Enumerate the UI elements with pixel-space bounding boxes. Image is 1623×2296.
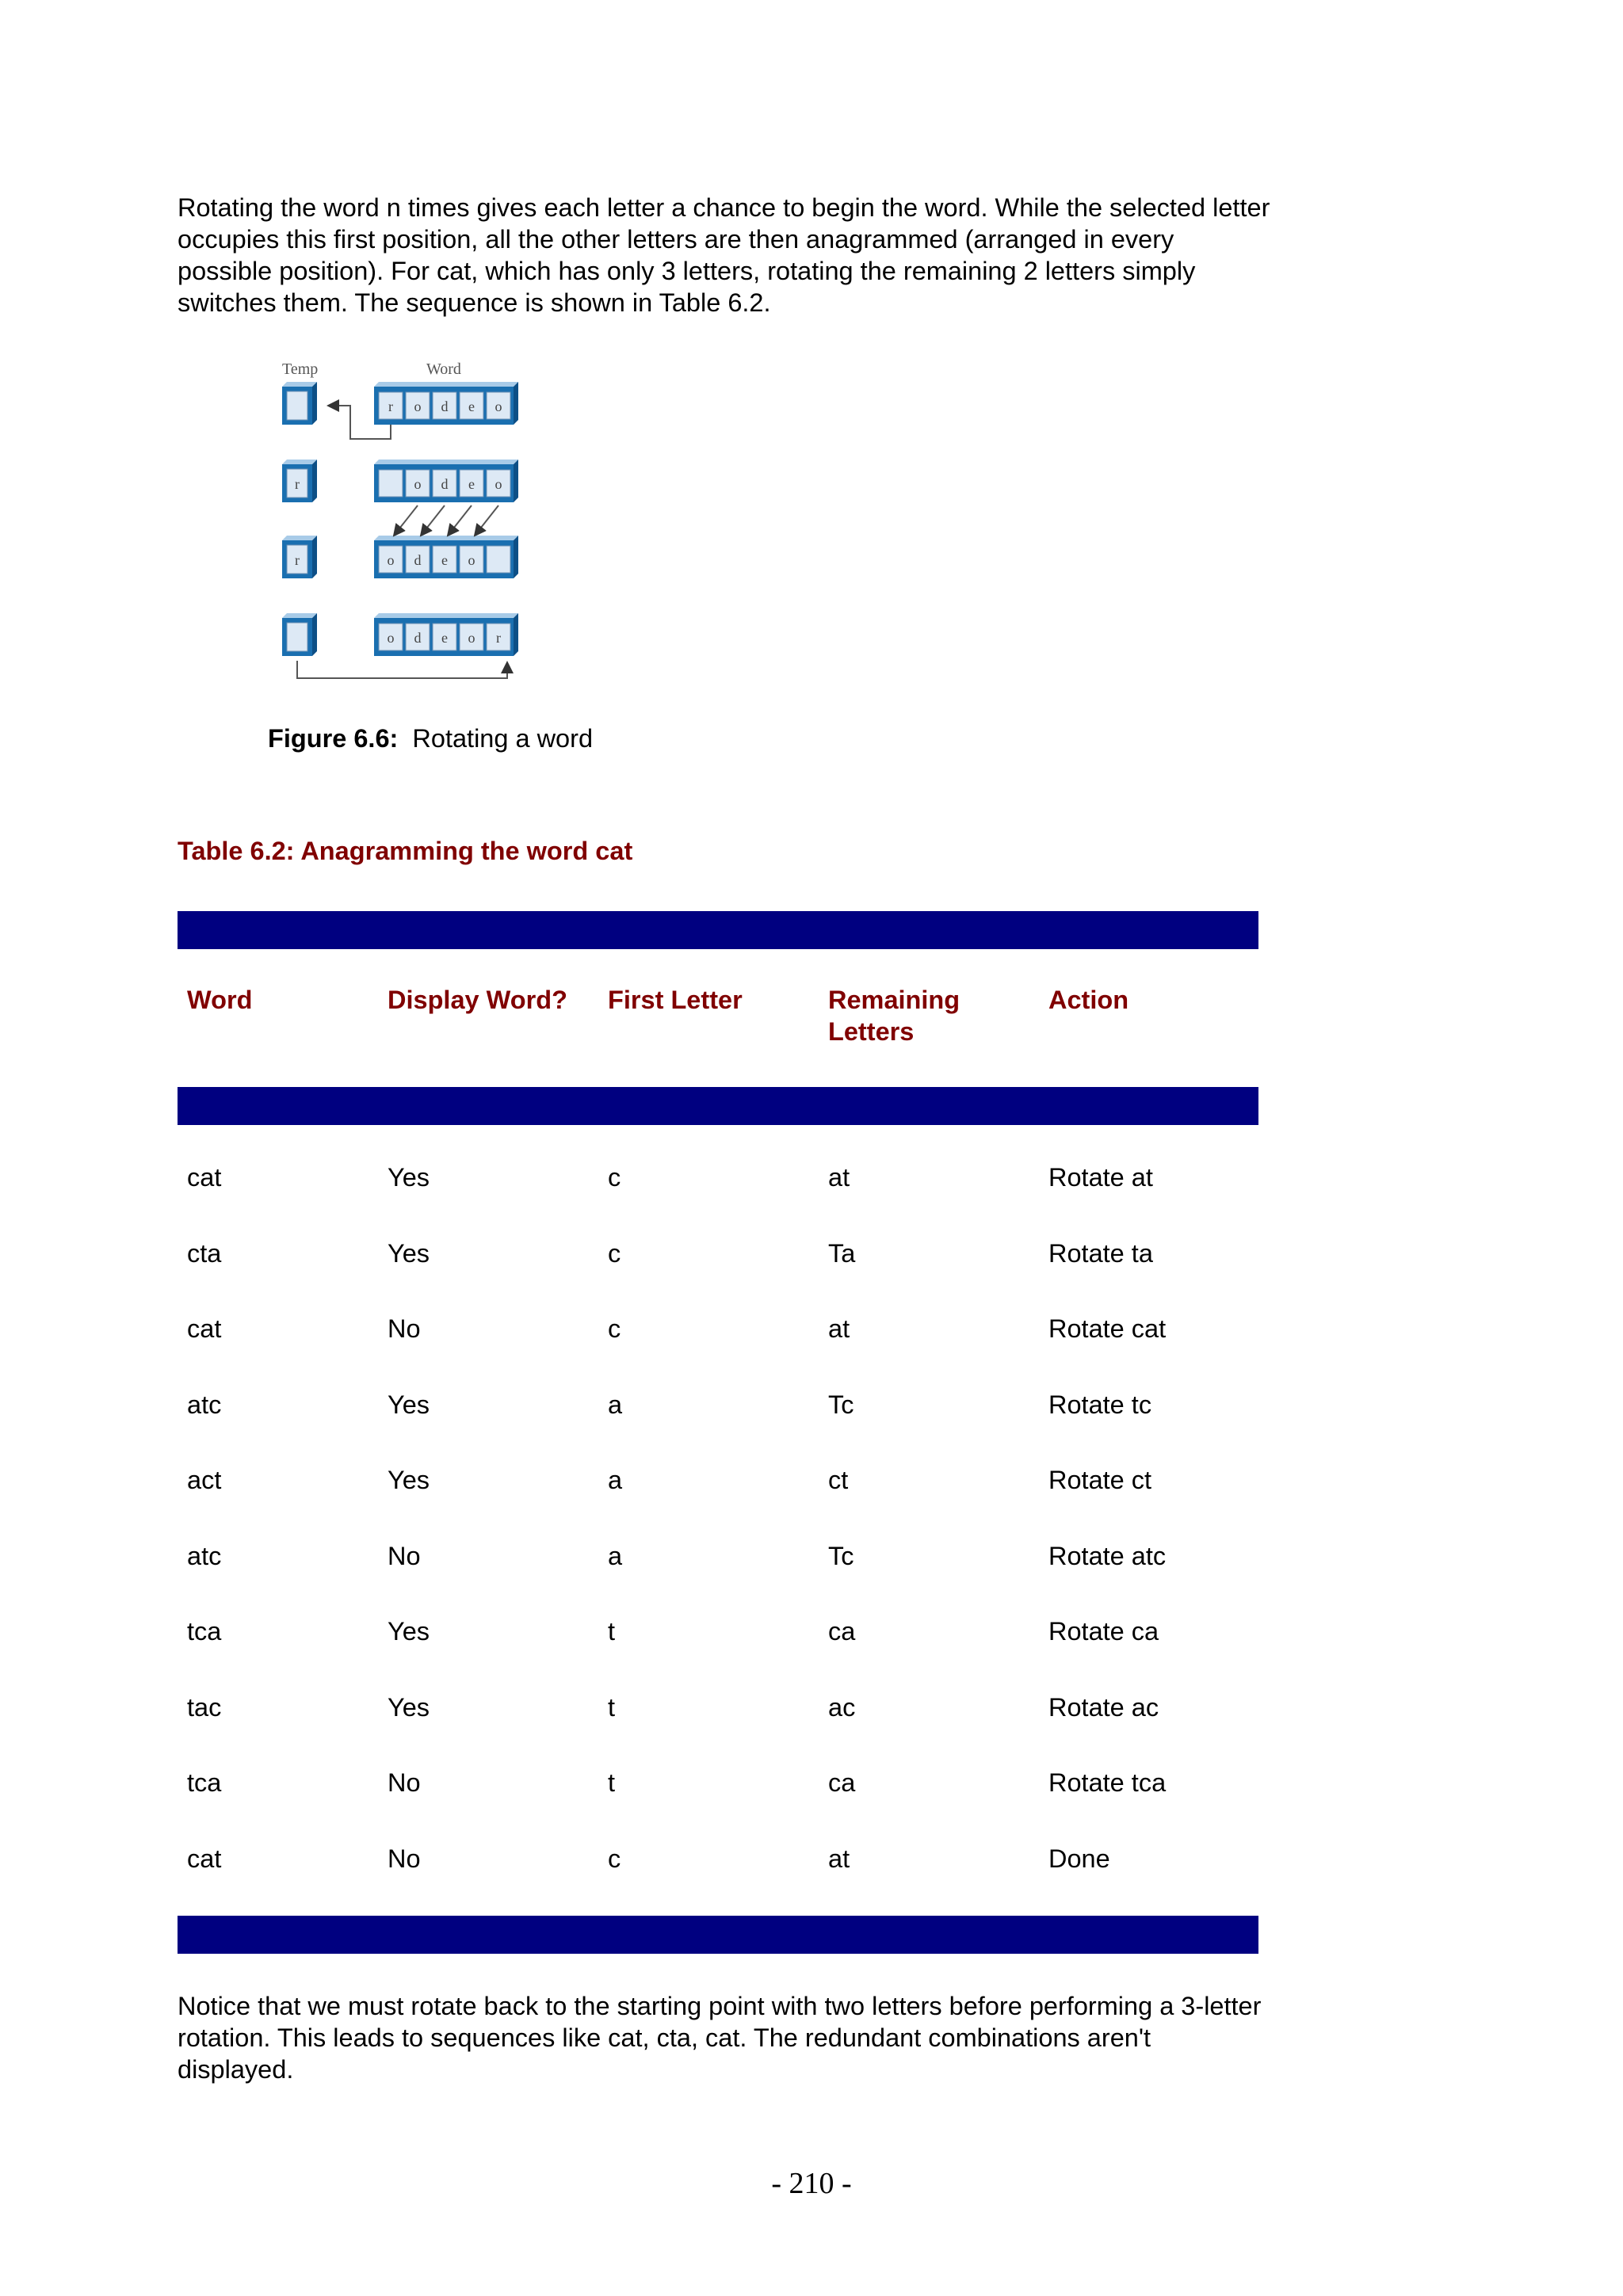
figure-caption-text: Rotating a word xyxy=(412,724,594,753)
cell-action: Rotate ta xyxy=(1048,1239,1153,1268)
header-remaining-letters: Remaining Letters xyxy=(828,986,960,1046)
figure-caption xyxy=(268,723,593,754)
cell-action: Rotate ac xyxy=(1048,1693,1159,1722)
cell-display-word: Yes xyxy=(388,1239,430,1268)
cell-first-letter: a xyxy=(608,1466,623,1494)
word-letter: d xyxy=(441,476,449,492)
temp-letter: r xyxy=(295,476,300,492)
cell-display-word: No xyxy=(388,1542,421,1570)
word-letter: o xyxy=(495,399,502,414)
rotation-diagram xyxy=(279,357,533,689)
cell-remaining-letters: ac xyxy=(828,1693,856,1722)
cell-first-letter: t xyxy=(608,1768,616,1797)
word-box-4 xyxy=(374,613,518,656)
cell-action: Rotate at xyxy=(1048,1163,1153,1192)
cell-action: Done xyxy=(1048,1844,1110,1873)
cell-first-letter: t xyxy=(608,1617,616,1646)
cell-word: cta xyxy=(187,1239,222,1268)
cell-remaining-letters: at xyxy=(828,1314,850,1343)
cell-display-word: Yes xyxy=(388,1617,430,1646)
cell-word: cat xyxy=(187,1163,222,1192)
figure-rotating-word xyxy=(279,357,533,689)
cell-word: tca xyxy=(187,1617,222,1646)
cell-word: cat xyxy=(187,1844,222,1873)
cell-action: Rotate atc xyxy=(1048,1542,1167,1570)
header-word: Word xyxy=(187,986,253,1014)
cell-action: Rotate ct xyxy=(1048,1466,1152,1494)
cell-word: cat xyxy=(187,1314,222,1343)
cell-first-letter: c xyxy=(608,1314,621,1343)
word-letter: o xyxy=(495,476,502,492)
temp-box-4 xyxy=(282,613,317,656)
diagram-rows xyxy=(282,382,518,656)
word-letter: e xyxy=(468,399,475,414)
word-box-2 xyxy=(374,460,518,502)
cell-first-letter: c xyxy=(608,1239,621,1268)
temp-box-1 xyxy=(282,382,317,425)
arrow-shift-left xyxy=(475,505,498,536)
cell-word: tac xyxy=(187,1693,222,1722)
arrow-shift-left xyxy=(421,505,445,536)
cell-first-letter: a xyxy=(608,1390,623,1419)
cell-remaining-letters: Ta xyxy=(828,1239,856,1268)
cell-display-word: Yes xyxy=(388,1163,430,1192)
word-letter: r xyxy=(496,630,501,646)
header-display-word: Display Word? xyxy=(388,986,567,1014)
table-band-middle xyxy=(178,1087,1258,1125)
cell-action: Rotate tc xyxy=(1048,1390,1152,1419)
cell-remaining-letters: at xyxy=(828,1844,850,1873)
cell-first-letter: c xyxy=(608,1163,621,1192)
temp-box-3 xyxy=(282,536,317,578)
temp-box-2 xyxy=(282,460,317,502)
cell-word: tca xyxy=(187,1768,222,1797)
cell-display-word: Yes xyxy=(388,1390,430,1419)
cell-display-word: No xyxy=(388,1768,421,1797)
header-action: Action xyxy=(1048,986,1129,1014)
page-number: - 210 - xyxy=(771,2167,852,2200)
cell-word: atc xyxy=(187,1542,222,1570)
cell-remaining-letters: Tc xyxy=(828,1542,854,1570)
cell-action: Rotate tca xyxy=(1048,1768,1167,1797)
cell-remaining-letters: Tc xyxy=(828,1390,854,1419)
word-letter: o xyxy=(414,476,422,492)
cell-first-letter: c xyxy=(608,1844,621,1873)
cell-display-word: No xyxy=(388,1314,421,1343)
cell-remaining-letters: ca xyxy=(828,1617,856,1646)
header-first-letter: First Letter xyxy=(608,986,743,1014)
word-letter: o xyxy=(387,552,395,568)
word-letter: d xyxy=(414,552,422,568)
word-letter: d xyxy=(414,630,422,646)
cell-remaining-letters: ct xyxy=(828,1466,849,1494)
cell-display-word: Yes xyxy=(388,1466,430,1494)
word-letter: d xyxy=(441,399,449,414)
cell-action: Rotate ca xyxy=(1048,1617,1159,1646)
word-letter: e xyxy=(441,552,448,568)
word-box-3 xyxy=(374,536,518,578)
cell-action: Rotate cat xyxy=(1048,1314,1167,1343)
temp-label: Temp xyxy=(282,360,319,378)
cell-word: atc xyxy=(187,1390,222,1419)
cell-first-letter: t xyxy=(608,1693,616,1722)
word-letter: o xyxy=(414,399,422,414)
table-band-bottom xyxy=(178,1916,1258,1954)
word-box-1 xyxy=(374,382,518,425)
table-title: Table 6.2: Anagramming the word cat xyxy=(178,837,633,865)
word-letter: e xyxy=(441,630,448,646)
table-band-top xyxy=(178,911,1258,949)
word-letter: o xyxy=(468,630,475,646)
intro-paragraph: Rotating the word n times gives each letter a chance to begin the word. While the selected letter occupies this first position, all the other letters are then anagrammed (arranged in every possible position). For cat, which has only 3 letters, rotating the remaining 2 letters simply switches them. The sequence is shown in Table 6.2. xyxy=(178,193,1270,317)
cell-display-word: Yes xyxy=(388,1693,430,1722)
arrow-shift-left xyxy=(448,505,472,536)
cell-word: act xyxy=(187,1466,222,1494)
word-label: Word xyxy=(426,360,461,378)
word-letter: o xyxy=(468,552,475,568)
cell-display-word: No xyxy=(388,1844,421,1873)
word-letter: e xyxy=(468,476,475,492)
cell-remaining-letters: at xyxy=(828,1163,850,1192)
word-letter: r xyxy=(388,399,393,414)
arrow-to-end xyxy=(297,661,507,678)
figure-caption-label: Figure 6.6: xyxy=(268,724,399,753)
outro-paragraph: Notice that we must rotate back to the starting point with two letters before performing a 3-letter rotation. This leads to sequences like cat, cta, cat. The redundant combinations aren't displayed. xyxy=(178,1992,1262,2084)
cell-first-letter: a xyxy=(608,1542,623,1570)
temp-letter: r xyxy=(295,552,300,568)
arrow-shift-left xyxy=(394,505,418,536)
word-letter: o xyxy=(387,630,395,646)
cell-remaining-letters: ca xyxy=(828,1768,856,1797)
